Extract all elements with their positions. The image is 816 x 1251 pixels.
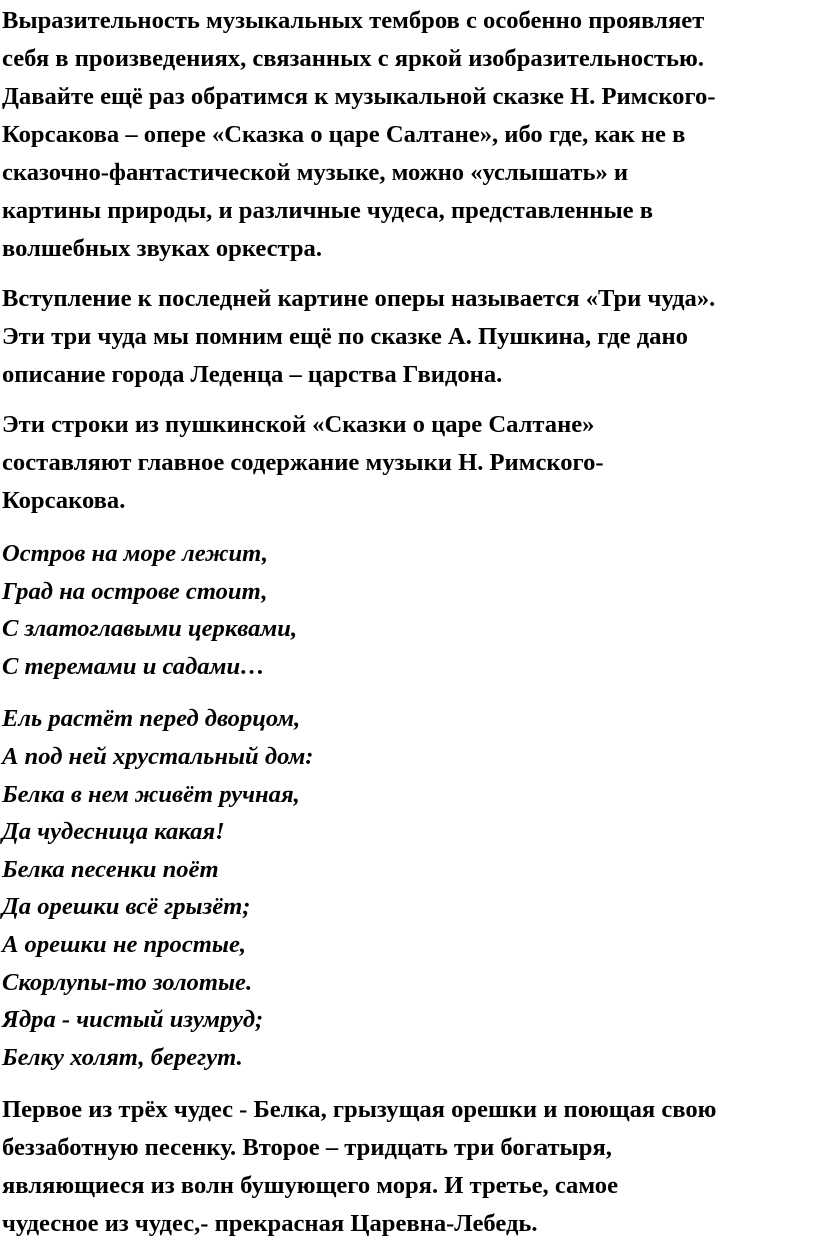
poem-line: Ядра - чистый изумруд;	[2, 1006, 264, 1034]
text-line: являющиеся из волн бушующего моря. И третье, самое	[2, 1172, 618, 1200]
text-line: Вступление к последней картине оперы называется «Три чуда».	[2, 285, 716, 312]
poem-line: Белку холят, берегут.	[2, 1043, 243, 1071]
poem-line: Белка в нем живёт ручная,	[2, 780, 300, 808]
poem-line: Да орешки всё грызёт;	[2, 893, 251, 921]
text-line: себя в произведениях, связанных с яркой изобразительностью.	[2, 45, 704, 72]
poem-line: А орешки не простые,	[2, 930, 247, 958]
text-line: беззаботную песенку. Второе – тридцать три богатыря,	[2, 1134, 612, 1162]
poem-line: А под ней хрустальный дом:	[2, 742, 314, 770]
paragraph-intro	[2, 2, 812, 268]
poem-line: Белка песенки поёт	[2, 855, 219, 883]
paragraph-closing	[2, 1091, 812, 1243]
poem-line: Град на острове стоит,	[2, 577, 268, 605]
text-line: волшебных звуках оркестра.	[2, 235, 323, 262]
text-line: составляют главное содержание музыки Н. Римского-	[2, 449, 604, 476]
text-line: описание города Леденца – царства Гвидона.	[2, 361, 503, 388]
text-line: Эти три чуда мы помним ещё по сказке А. Пушкина, где дано	[2, 323, 688, 350]
poem-line: Да чудесница какая!	[2, 818, 225, 846]
text-line: Корсакова – опере «Сказка о царе Салтане», ибо где, как не в	[2, 121, 686, 148]
text-line: чудесное из чудес,- прекрасная Царевна-Лебедь.	[2, 1210, 538, 1238]
poem-line: Ель растёт перед дворцом,	[2, 705, 301, 733]
poem-stanza-1	[2, 535, 812, 685]
text-line: сказочно-фантастической музыке, можно «услышать» и	[2, 159, 629, 186]
poem-stanza-2	[2, 700, 812, 1076]
text-line: Эти строки из пушкинской «Сказки о царе Салтане»	[2, 411, 595, 438]
poem-line: Скорлупы-то золотые.	[2, 968, 253, 996]
text-line: Давайте ещё раз обратимся к музыкальной сказке Н. Римского-	[2, 83, 716, 110]
poem-line: Остров на море лежит,	[2, 540, 269, 567]
poem-line: С теремами и садами…	[2, 652, 265, 680]
text-line: Первое из трёх чудес - Белка, грызущая орешки и поющая свою	[2, 1096, 717, 1124]
paragraph-overture	[2, 280, 812, 394]
text-line: Корсакова.	[2, 487, 126, 514]
paragraph-lines-intro	[2, 406, 812, 520]
text-line: Выразительность музыкальных тембров с особенно проявляет	[2, 7, 705, 34]
text-line: картины природы, и различные чудеса, представленные в	[2, 197, 654, 224]
poem-line: С златоглавыми церквами,	[2, 615, 298, 643]
